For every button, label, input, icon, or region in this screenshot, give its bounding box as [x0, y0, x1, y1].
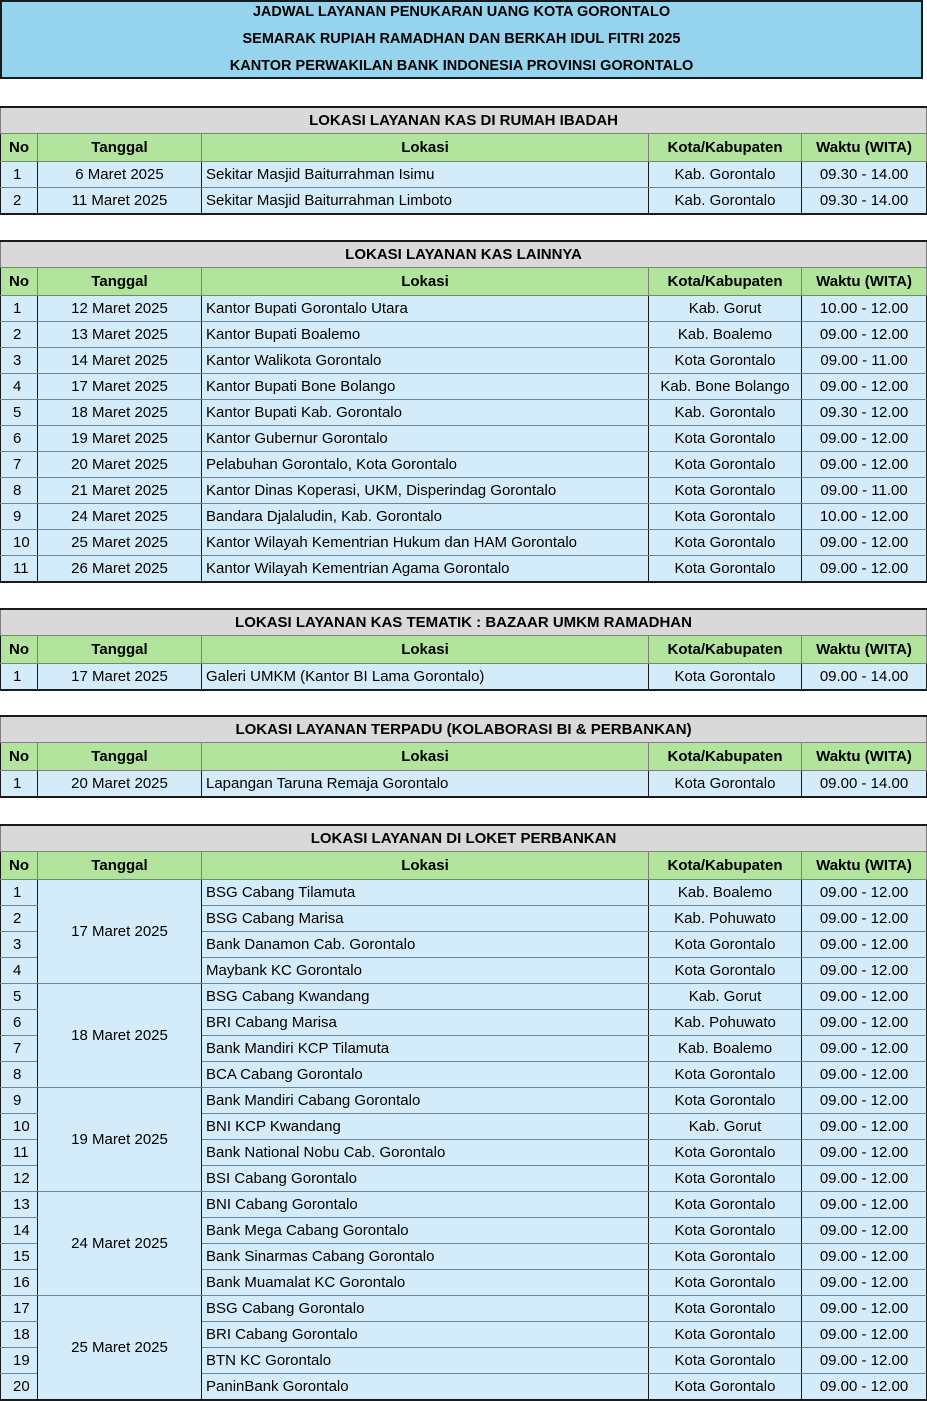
col-tanggal-cell: 6 Maret 2025 [38, 162, 202, 188]
col-no-cell: 6 [1, 426, 38, 452]
col-no-cell: 1 [1, 296, 38, 322]
col-no-cell: 5 [1, 984, 38, 1010]
col-kota-cell: Kota Gorontalo [649, 664, 802, 691]
col-tanggal-cell: 21 Maret 2025 [38, 478, 202, 504]
col-waktu-header: Waktu (WITA) [802, 268, 927, 296]
col-no-cell: 3 [1, 932, 38, 958]
col-tanggal-header: Tanggal [38, 743, 202, 771]
col-no-cell: 2 [1, 188, 38, 215]
col-lokasi-header: Lokasi [202, 743, 649, 771]
col-kota-cell: Kota Gorontalo [649, 1088, 802, 1114]
col-lokasi-cell: Bandara Djalaludin, Kab. Gorontalo [202, 504, 649, 530]
col-kota-cell: Kota Gorontalo [649, 556, 802, 583]
col-kota-cell: Kota Gorontalo [649, 426, 802, 452]
col-no-cell: 1 [1, 162, 38, 188]
col-no-cell: 18 [1, 1322, 38, 1348]
table-row [1, 556, 927, 583]
table-row [1, 374, 927, 400]
table-row [1, 348, 927, 374]
col-no-cell: 2 [1, 322, 38, 348]
col-lokasi-cell: Maybank KC Gorontalo [202, 958, 649, 984]
col-no-cell: 14 [1, 1218, 38, 1244]
col-tanggal-group-cell: 17 Maret 2025 [38, 880, 202, 984]
col-kota-header: Kota/Kabupaten [649, 134, 802, 162]
col-waktu-cell: 09.00 - 14.00 [802, 771, 927, 798]
col-waktu-cell: 09.00 - 12.00 [802, 1296, 927, 1322]
col-kota-cell: Kab. Pohuwato [649, 1010, 802, 1036]
col-no-cell: 1 [1, 771, 38, 798]
col-kota-cell: Kab. Gorut [649, 984, 802, 1010]
col-tanggal-header: Tanggal [38, 134, 202, 162]
col-waktu-cell: 09.00 - 12.00 [802, 1088, 927, 1114]
header-title-line-2: SEMARAK RUPIAH RAMADHAN DAN BERKAH IDUL FITRI 2025 [242, 31, 681, 47]
table-row [1, 1088, 927, 1114]
col-lokasi-cell: Bank Danamon Cab. Gorontalo [202, 932, 649, 958]
col-no-header: No [1, 852, 38, 880]
col-kota-cell: Kota Gorontalo [649, 1270, 802, 1296]
col-kota-header: Kota/Kabupaten [649, 268, 802, 296]
col-kota-cell: Kab. Bone Bolango [649, 374, 802, 400]
col-no-cell: 4 [1, 374, 38, 400]
col-no-cell: 12 [1, 1166, 38, 1192]
col-lokasi-cell: Bank Mandiri KCP Tilamuta [202, 1036, 649, 1062]
col-kota-cell: Kota Gorontalo [649, 478, 802, 504]
table-row [1, 426, 927, 452]
column-header-row [1, 268, 927, 296]
col-lokasi-cell: Kantor Dinas Koperasi, UKM, Disperindag Gorontalo [202, 478, 649, 504]
col-tanggal-cell: 26 Maret 2025 [38, 556, 202, 583]
table-row [1, 1296, 927, 1322]
col-no-cell: 8 [1, 1062, 38, 1088]
col-kota-cell: Kab. Boalemo [649, 322, 802, 348]
col-lokasi-cell: BCA Cabang Gorontalo [202, 1062, 649, 1088]
document-header [0, 0, 923, 79]
column-header-row [1, 134, 927, 162]
col-kota-cell: Kota Gorontalo [649, 771, 802, 798]
col-waktu-cell: 09.00 - 12.00 [802, 374, 927, 400]
section-title-row [1, 825, 927, 852]
col-lokasi-cell: Galeri UMKM (Kantor BI Lama Gorontalo) [202, 664, 649, 691]
col-waktu-cell: 09.00 - 12.00 [802, 530, 927, 556]
col-kota-cell: Kota Gorontalo [649, 1166, 802, 1192]
col-kota-cell: Kota Gorontalo [649, 452, 802, 478]
col-lokasi-cell: BSI Cabang Gorontalo [202, 1166, 649, 1192]
col-waktu-cell: 09.00 - 11.00 [802, 478, 927, 504]
section-title: LOKASI LAYANAN TERPADU (KOLABORASI BI & PERBANKAN) [1, 716, 927, 743]
col-lokasi-cell: Sekitar Masjid Baiturrahman Isimu [202, 162, 649, 188]
col-no-cell: 10 [1, 530, 38, 556]
col-waktu-cell: 10.00 - 12.00 [802, 296, 927, 322]
col-tanggal-header: Tanggal [38, 852, 202, 880]
table-row [1, 664, 927, 691]
col-waktu-cell: 09.30 - 14.00 [802, 188, 927, 215]
col-kota-header: Kota/Kabupaten [649, 636, 802, 664]
col-waktu-cell: 09.00 - 12.00 [802, 1322, 927, 1348]
col-kota-cell: Kab. Boalemo [649, 880, 802, 906]
col-no-cell: 1 [1, 664, 38, 691]
col-waktu-cell: 09.00 - 12.00 [802, 906, 927, 932]
col-tanggal-cell: 24 Maret 2025 [38, 504, 202, 530]
section-title-row [1, 107, 927, 134]
col-tanggal-group-cell: 19 Maret 2025 [38, 1088, 202, 1192]
col-kota-cell: Kab. Gorontalo [649, 400, 802, 426]
col-lokasi-cell: Kantor Wilayah Kementrian Agama Gorontalo [202, 556, 649, 583]
col-no-cell: 6 [1, 1010, 38, 1036]
col-tanggal-cell: 20 Maret 2025 [38, 452, 202, 478]
col-no-cell: 7 [1, 452, 38, 478]
section-title: LOKASI LAYANAN KAS DI RUMAH IBADAH [1, 107, 927, 134]
col-kota-cell: Kota Gorontalo [649, 1062, 802, 1088]
col-no-cell: 17 [1, 1296, 38, 1322]
header-title-line-3: KANTOR PERWAKILAN BANK INDONESIA PROVINSI GORONTALO [229, 58, 694, 74]
section-title: LOKASI LAYANAN DI LOKET PERBANKAN [1, 825, 927, 852]
col-kota-cell: Kota Gorontalo [649, 958, 802, 984]
col-tanggal-cell: 25 Maret 2025 [38, 530, 202, 556]
col-kota-cell: Kab. Pohuwato [649, 906, 802, 932]
col-no-cell: 5 [1, 400, 38, 426]
col-waktu-cell: 09.00 - 12.00 [802, 1374, 927, 1401]
col-waktu-header: Waktu (WITA) [802, 134, 927, 162]
col-waktu-cell: 09.30 - 12.00 [802, 400, 927, 426]
col-lokasi-cell: Kantor Gubernur Gorontalo [202, 426, 649, 452]
col-no-header: No [1, 743, 38, 771]
col-tanggal-header: Tanggal [38, 636, 202, 664]
section-table [0, 824, 927, 1401]
col-waktu-header: Waktu (WITA) [802, 743, 927, 771]
section-table [0, 240, 927, 583]
col-tanggal-group-cell: 24 Maret 2025 [38, 1192, 202, 1296]
table-row [1, 1192, 927, 1218]
col-waktu-cell: 09.00 - 12.00 [802, 322, 927, 348]
col-lokasi-cell: Bank Muamalat KC Gorontalo [202, 1270, 649, 1296]
col-waktu-cell: 09.00 - 12.00 [802, 1010, 927, 1036]
col-lokasi-cell: PaninBank Gorontalo [202, 1374, 649, 1401]
col-lokasi-cell: Lapangan Taruna Remaja Gorontalo [202, 771, 649, 798]
col-waktu-cell: 09.00 - 12.00 [802, 1140, 927, 1166]
col-waktu-cell: 09.00 - 12.00 [802, 426, 927, 452]
col-no-cell: 9 [1, 504, 38, 530]
col-tanggal-cell: 13 Maret 2025 [38, 322, 202, 348]
col-no-cell: 16 [1, 1270, 38, 1296]
col-waktu-cell: 09.00 - 12.00 [802, 1062, 927, 1088]
col-lokasi-cell: BSG Cabang Kwandang [202, 984, 649, 1010]
col-waktu-cell: 10.00 - 12.00 [802, 504, 927, 530]
col-no-cell: 15 [1, 1244, 38, 1270]
section-title: LOKASI LAYANAN KAS LAINNYA [1, 241, 927, 268]
col-tanggal-cell: 17 Maret 2025 [38, 664, 202, 691]
table-row [1, 530, 927, 556]
col-kota-cell: Kota Gorontalo [649, 1374, 802, 1401]
col-lokasi-header: Lokasi [202, 268, 649, 296]
col-lokasi-cell: BNI KCP Kwandang [202, 1114, 649, 1140]
section-table [0, 608, 927, 691]
col-lokasi-cell: Bank Sinarmas Cabang Gorontalo [202, 1244, 649, 1270]
col-lokasi-cell: Kantor Bupati Bone Bolango [202, 374, 649, 400]
col-waktu-cell: 09.00 - 12.00 [802, 1244, 927, 1270]
col-no-cell: 9 [1, 1088, 38, 1114]
column-header-row [1, 852, 927, 880]
table-row [1, 771, 927, 798]
table-row [1, 400, 927, 426]
col-lokasi-cell: BSG Cabang Gorontalo [202, 1296, 649, 1322]
col-lokasi-cell: Bank Mandiri Cabang Gorontalo [202, 1088, 649, 1114]
col-tanggal-cell: 12 Maret 2025 [38, 296, 202, 322]
col-no-cell: 10 [1, 1114, 38, 1140]
col-kota-cell: Kota Gorontalo [649, 1322, 802, 1348]
col-lokasi-cell: Bank Mega Cabang Gorontalo [202, 1218, 649, 1244]
col-waktu-cell: 09.00 - 11.00 [802, 348, 927, 374]
col-waktu-header: Waktu (WITA) [802, 636, 927, 664]
section-title-row [1, 609, 927, 636]
col-kota-cell: Kota Gorontalo [649, 1296, 802, 1322]
col-lokasi-cell: Kantor Wilayah Kementrian Hukum dan HAM Gorontalo [202, 530, 649, 556]
col-waktu-cell: 09.00 - 12.00 [802, 1192, 927, 1218]
col-tanggal-header: Tanggal [38, 268, 202, 296]
col-no-cell: 8 [1, 478, 38, 504]
col-waktu-cell: 09.00 - 12.00 [802, 452, 927, 478]
col-kota-cell: Kab. Gorontalo [649, 188, 802, 215]
col-kota-cell: Kab. Gorut [649, 1114, 802, 1140]
col-no-cell: 1 [1, 880, 38, 906]
table-row [1, 452, 927, 478]
col-kota-cell: Kota Gorontalo [649, 1348, 802, 1374]
col-no-cell: 20 [1, 1374, 38, 1401]
col-no-cell: 4 [1, 958, 38, 984]
col-no-cell: 11 [1, 1140, 38, 1166]
col-waktu-cell: 09.00 - 14.00 [802, 664, 927, 691]
col-tanggal-cell: 19 Maret 2025 [38, 426, 202, 452]
col-no-cell: 19 [1, 1348, 38, 1374]
table-row [1, 504, 927, 530]
col-kota-cell: Kab. Gorontalo [649, 162, 802, 188]
col-waktu-cell: 09.00 - 12.00 [802, 1270, 927, 1296]
col-kota-cell: Kota Gorontalo [649, 1218, 802, 1244]
col-lokasi-cell: Bank National Nobu Cab. Gorontalo [202, 1140, 649, 1166]
col-tanggal-group-cell: 18 Maret 2025 [38, 984, 202, 1088]
col-kota-cell: Kota Gorontalo [649, 1244, 802, 1270]
col-lokasi-cell: Kantor Bupati Gorontalo Utara [202, 296, 649, 322]
col-waktu-cell: 09.00 - 12.00 [802, 1036, 927, 1062]
col-waktu-cell: 09.00 - 12.00 [802, 1114, 927, 1140]
col-kota-cell: Kab. Gorut [649, 296, 802, 322]
col-lokasi-cell: Sekitar Masjid Baiturrahman Limboto [202, 188, 649, 215]
table-row [1, 162, 927, 188]
col-waktu-header: Waktu (WITA) [802, 852, 927, 880]
col-kota-cell: Kota Gorontalo [649, 504, 802, 530]
col-lokasi-header: Lokasi [202, 636, 649, 664]
col-lokasi-cell: BSG Cabang Tilamuta [202, 880, 649, 906]
col-waktu-cell: 09.00 - 12.00 [802, 556, 927, 583]
col-no-header: No [1, 134, 38, 162]
col-lokasi-cell: BTN KC Gorontalo [202, 1348, 649, 1374]
col-waktu-cell: 09.00 - 12.00 [802, 1166, 927, 1192]
section-title-row [1, 241, 927, 268]
col-tanggal-cell: 14 Maret 2025 [38, 348, 202, 374]
col-kota-header: Kota/Kabupaten [649, 852, 802, 880]
column-header-row [1, 743, 927, 771]
col-tanggal-group-cell: 25 Maret 2025 [38, 1296, 202, 1401]
col-tanggal-cell: 17 Maret 2025 [38, 374, 202, 400]
col-waktu-cell: 09.00 - 12.00 [802, 984, 927, 1010]
col-kota-cell: Kota Gorontalo [649, 530, 802, 556]
col-kota-cell: Kab. Boalemo [649, 1036, 802, 1062]
col-no-cell: 7 [1, 1036, 38, 1062]
col-no-header: No [1, 636, 38, 664]
col-lokasi-cell: BNI Cabang Gorontalo [202, 1192, 649, 1218]
section-table [0, 106, 927, 215]
col-waktu-cell: 09.00 - 12.00 [802, 1348, 927, 1374]
col-kota-cell: Kota Gorontalo [649, 348, 802, 374]
table-row [1, 984, 927, 1010]
col-lokasi-cell: Kantor Bupati Boalemo [202, 322, 649, 348]
col-lokasi-header: Lokasi [202, 134, 649, 162]
table-row [1, 188, 927, 215]
col-no-cell: 11 [1, 556, 38, 583]
section-title: LOKASI LAYANAN KAS TEMATIK : BAZAAR UMKM RAMADHAN [1, 609, 927, 636]
col-lokasi-cell: BSG Cabang Marisa [202, 906, 649, 932]
col-no-header: No [1, 268, 38, 296]
col-no-cell: 3 [1, 348, 38, 374]
col-kota-cell: Kota Gorontalo [649, 1192, 802, 1218]
col-kota-cell: Kota Gorontalo [649, 932, 802, 958]
col-lokasi-cell: Kantor Walikota Gorontalo [202, 348, 649, 374]
col-lokasi-cell: Pelabuhan Gorontalo, Kota Gorontalo [202, 452, 649, 478]
col-lokasi-cell: BRI Cabang Gorontalo [202, 1322, 649, 1348]
col-waktu-cell: 09.00 - 12.00 [802, 1218, 927, 1244]
col-tanggal-cell: 18 Maret 2025 [38, 400, 202, 426]
col-waktu-cell: 09.00 - 12.00 [802, 958, 927, 984]
col-waktu-cell: 09.00 - 12.00 [802, 880, 927, 906]
header-title-line-1: JADWAL LAYANAN PENUKARAN UANG KOTA GORONTALO [252, 4, 671, 20]
table-row [1, 880, 927, 906]
col-no-cell: 13 [1, 1192, 38, 1218]
col-lokasi-cell: BRI Cabang Marisa [202, 1010, 649, 1036]
col-tanggal-cell: 11 Maret 2025 [38, 188, 202, 215]
col-lokasi-cell: Kantor Bupati Kab. Gorontalo [202, 400, 649, 426]
table-row [1, 478, 927, 504]
column-header-row [1, 636, 927, 664]
col-tanggal-cell: 20 Maret 2025 [38, 771, 202, 798]
table-row [1, 296, 927, 322]
col-lokasi-header: Lokasi [202, 852, 649, 880]
section-table [0, 715, 927, 798]
col-kota-header: Kota/Kabupaten [649, 743, 802, 771]
col-kota-cell: Kota Gorontalo [649, 1140, 802, 1166]
col-waktu-cell: 09.30 - 14.00 [802, 162, 927, 188]
col-no-cell: 2 [1, 906, 38, 932]
section-title-row [1, 716, 927, 743]
table-row [1, 322, 927, 348]
col-waktu-cell: 09.00 - 12.00 [802, 932, 927, 958]
